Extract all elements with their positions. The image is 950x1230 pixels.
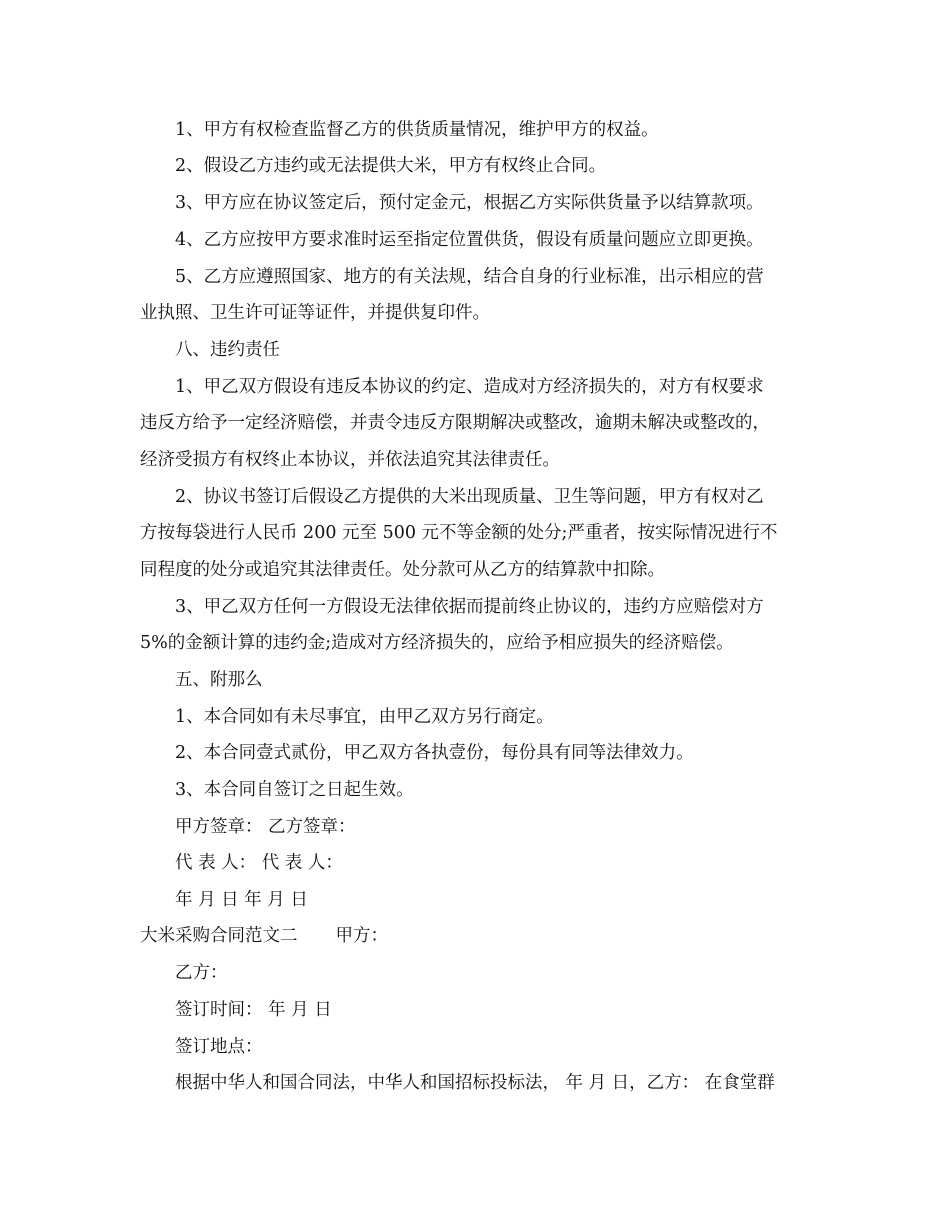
- section8-item-2-line-3: 同程度的处分或追究其法律责任。处分款可从乙方的结算款中扣除。: [140, 560, 665, 580]
- section7-item-5-line-2: 业执照、卫生许可证等证件，并提供复印件。: [140, 303, 490, 323]
- section8-item-1-line-1: 1、甲乙双方假设有违反本协议的约定、造成对方经济损失的，对方有权要求: [175, 377, 764, 397]
- contract2-title-row: [140, 924, 950, 948]
- signature-dates: 年 月 日 年 月 日: [175, 890, 308, 910]
- section5-heading: 五、附那么: [175, 670, 263, 690]
- contract2-party-b: 乙方：: [175, 963, 228, 983]
- contract2-title: 大米采购合同范文二: [140, 926, 298, 946]
- section8-heading: 八、违约责任: [175, 340, 280, 360]
- signature-seals: 甲方签章： 乙方签章：: [175, 817, 356, 837]
- section5-item-3: 3、本合同自签订之日起生效。: [175, 780, 414, 800]
- section5-item-1: 1、本合同如有未尽事宜，由甲乙双方另行商定。: [175, 707, 554, 727]
- contract2-party-a: 甲方：: [335, 926, 388, 946]
- signature-representatives: 代 表 人： 代 表 人：: [175, 853, 343, 873]
- section8-item-1-line-2: 违反方给予一定经济赔偿，并责令违反方限期解决或整改，逾期未解决或整改的，: [140, 413, 770, 433]
- section7-item-1: 1、甲方有权检查监督乙方的供货质量情况，维护甲方的权益。: [175, 120, 659, 140]
- section8-item-3-line-1: 3、甲乙双方任何一方假设无法律依据而提前终止协议的，违约方应赔偿对方: [175, 597, 764, 617]
- section7-item-4: 4、乙方应按甲方要求准时运至指定位置供货，假设有质量问题应立即更换。: [175, 230, 764, 250]
- section8-item-3-line-2: 5%的金额计算的违约金;造成对方经济损失的，应给予相应损失的经济赔偿。: [140, 633, 734, 653]
- contract2-sign-place: 签订地点：: [175, 1037, 263, 1057]
- section7-item-5-line-1: 5、乙方应遵照国家、地方的有关法规，结合自身的行业标准，出示相应的营: [175, 267, 764, 287]
- section8-item-2-line-1: 2、协议书签订后假设乙方提供的大米出现质量、卫生等问题，甲方有权对乙: [175, 487, 764, 507]
- section7-item-3: 3、甲方应在协议签定后，预付定金元，根据乙方实际供货量予以结算款项。: [175, 193, 764, 213]
- section5-item-2: 2、本合同壹式贰份，甲乙双方各执壹份，每份具有同等法律效力。: [175, 743, 694, 763]
- section7-item-2: 2、假设乙方违约或无法提供大米，甲方有权终止合同。: [175, 156, 607, 176]
- contract2-intro: 根据中华人和国合同法，中华人和国招标投标法， 年 月 日，乙方： 在食堂群: [175, 1073, 775, 1093]
- contract2-sign-time: 签订时间： 年 月 日: [175, 1000, 332, 1020]
- section8-item-1-line-3: 经济受损方有权终止本协议，并依法追究其法律责任。: [140, 450, 560, 470]
- section8-item-2-line-2: 方按每袋进行人民币 200 元至 500 元不等金额的处分;严重者，按实际情况进行不: [140, 523, 778, 543]
